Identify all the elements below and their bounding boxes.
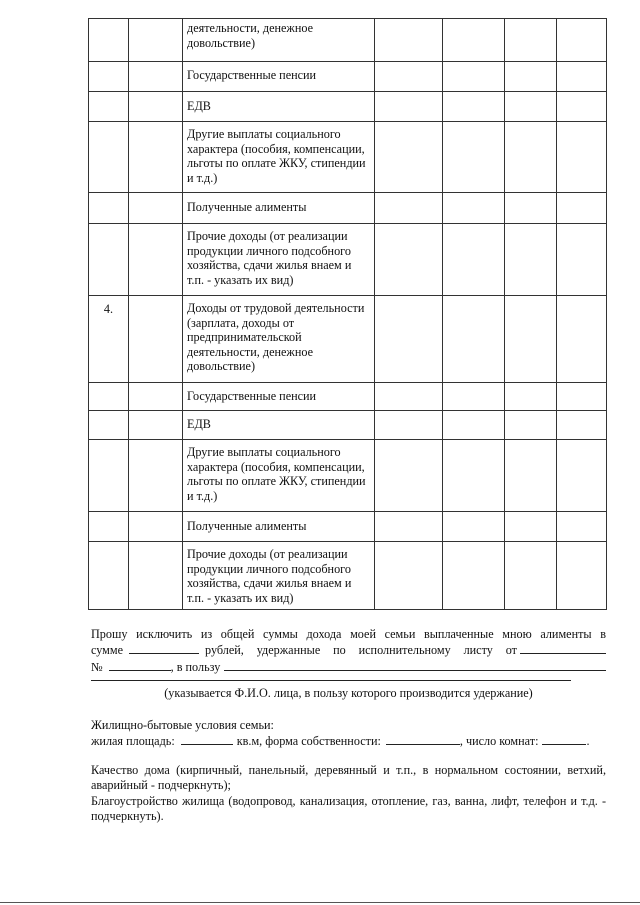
income-type-cell: ЕДВ bbox=[183, 411, 375, 440]
table-row bbox=[89, 512, 607, 542]
amount-cell[interactable] bbox=[375, 19, 443, 62]
alimony-line-2 bbox=[91, 642, 606, 658]
amount-cell[interactable] bbox=[375, 122, 443, 193]
amount-cell[interactable] bbox=[443, 92, 505, 122]
income-type-cell: Доходы от трудовой деятельности (зарплата, доходы от предпринимательской деятельности, денежное довольствие) bbox=[183, 296, 375, 383]
member-cell[interactable] bbox=[129, 19, 183, 62]
member-cell[interactable] bbox=[129, 383, 183, 411]
amount-cell[interactable] bbox=[557, 19, 607, 62]
amount-cell[interactable] bbox=[443, 542, 505, 610]
row-number-cell bbox=[89, 193, 129, 224]
ownership-label: кв.м, форма собственности: bbox=[236, 734, 381, 749]
income-type-cell: Полученные алименты bbox=[183, 193, 375, 224]
table-row bbox=[89, 92, 607, 122]
table-row bbox=[89, 383, 607, 411]
amount-cell[interactable] bbox=[443, 383, 505, 411]
member-cell[interactable] bbox=[129, 296, 183, 383]
amount-cell[interactable] bbox=[443, 224, 505, 296]
amount-cell[interactable] bbox=[443, 122, 505, 193]
number-label: № bbox=[91, 659, 103, 674]
amount-cell[interactable] bbox=[505, 411, 557, 440]
row-number-cell bbox=[89, 92, 129, 122]
table-row bbox=[89, 411, 607, 440]
amount-cell[interactable] bbox=[505, 224, 557, 296]
table-row bbox=[89, 542, 607, 610]
in-favor-label: , в пользу bbox=[170, 659, 221, 674]
sum-writ-label: рублей, удержанные по исполнительному листу от bbox=[205, 643, 517, 658]
rooms-label: , число комнат: bbox=[459, 734, 539, 749]
member-cell[interactable] bbox=[129, 512, 183, 542]
amount-cell[interactable] bbox=[557, 122, 607, 193]
amount-cell[interactable] bbox=[443, 62, 505, 92]
amount-cell[interactable] bbox=[443, 296, 505, 383]
amount-cell[interactable] bbox=[505, 19, 557, 62]
recipient-field[interactable] bbox=[224, 659, 606, 671]
amount-cell[interactable] bbox=[375, 224, 443, 296]
amount-cell[interactable] bbox=[375, 92, 443, 122]
amount-cell[interactable] bbox=[505, 512, 557, 542]
amenities: Благоустройство жилища (водопровод, канализация, отопление, газ, ванна, лифт, телефон и т.д. - подчеркнуть). bbox=[91, 794, 606, 824]
amount-cell[interactable] bbox=[557, 193, 607, 224]
amount-cell[interactable] bbox=[443, 19, 505, 62]
member-cell[interactable] bbox=[129, 92, 183, 122]
living-heading: Жилищно-бытовые условия семьи: bbox=[91, 718, 274, 732]
page-bottom-rule bbox=[0, 902, 640, 903]
member-cell[interactable] bbox=[129, 62, 183, 92]
amount-cell[interactable] bbox=[505, 92, 557, 122]
alimony-line-1: Прошу исключить из общей суммы дохода моей семьи выплаченные мною алименты в bbox=[91, 627, 606, 641]
recipient-caption: (указывается Ф.И.О. лица, в пользу которого производится удержание) bbox=[164, 686, 533, 700]
sum-field[interactable] bbox=[129, 642, 199, 654]
row-number-cell bbox=[89, 62, 129, 92]
income-type-cell: Полученные алименты bbox=[183, 512, 375, 542]
amount-cell[interactable] bbox=[443, 193, 505, 224]
amount-cell[interactable] bbox=[375, 440, 443, 512]
row-number-cell bbox=[89, 19, 129, 62]
member-cell[interactable] bbox=[129, 122, 183, 193]
income-type-cell: Другие выплаты социального характера (пособия, компенсации, льготы по оплате ЖКУ, стипендии и т.д.) bbox=[183, 122, 375, 193]
income-type-cell: Государственные пенсии bbox=[183, 383, 375, 411]
table-row bbox=[89, 440, 607, 512]
member-cell[interactable] bbox=[129, 193, 183, 224]
living-conditions bbox=[91, 718, 606, 750]
income-type-cell: деятельности, денежное довольствие) bbox=[183, 19, 375, 62]
living-line bbox=[91, 733, 606, 749]
income-type-cell: Другие выплаты социального характера (пособия, компенсации, льготы по оплате ЖКУ, стипендии и т.д.) bbox=[183, 440, 375, 512]
table-row bbox=[89, 122, 607, 193]
income-type-cell: ЕДВ bbox=[183, 92, 375, 122]
row-number-cell bbox=[89, 411, 129, 440]
amount-cell[interactable] bbox=[557, 296, 607, 383]
row-number-cell bbox=[89, 122, 129, 193]
row-number-cell bbox=[89, 512, 129, 542]
area-label: жилая площадь: bbox=[91, 734, 175, 749]
alimony-paragraph bbox=[91, 627, 606, 675]
amount-cell[interactable] bbox=[375, 411, 443, 440]
amount-cell[interactable] bbox=[557, 383, 607, 411]
amount-cell[interactable] bbox=[557, 224, 607, 296]
income-table bbox=[88, 18, 607, 610]
amount-cell[interactable] bbox=[443, 512, 505, 542]
amount-cell[interactable] bbox=[375, 383, 443, 411]
writ-date-field[interactable] bbox=[520, 642, 606, 654]
table-row bbox=[89, 224, 607, 296]
amount-cell[interactable] bbox=[557, 411, 607, 440]
income-type-cell: Прочие доходы (от реализации продукции личного подсобного хозяйства, сдачи жилья внаем и т.п. - указать их вид) bbox=[183, 542, 375, 610]
member-cell[interactable] bbox=[129, 411, 183, 440]
amount-cell[interactable] bbox=[443, 440, 505, 512]
rooms-end: . bbox=[586, 734, 590, 749]
amount-cell[interactable] bbox=[375, 193, 443, 224]
alimony-line-3 bbox=[91, 659, 606, 675]
amount-cell[interactable] bbox=[375, 542, 443, 610]
rooms-field[interactable] bbox=[542, 733, 586, 745]
income-table-body bbox=[89, 19, 607, 610]
amount-cell[interactable] bbox=[375, 512, 443, 542]
row-number-cell: 4. bbox=[89, 296, 129, 383]
amount-cell[interactable] bbox=[505, 440, 557, 512]
amount-cell[interactable] bbox=[505, 193, 557, 224]
row-number-cell bbox=[89, 542, 129, 610]
amount-cell[interactable] bbox=[557, 512, 607, 542]
member-cell[interactable] bbox=[129, 440, 183, 512]
amount-cell[interactable] bbox=[443, 411, 505, 440]
ownership-field[interactable] bbox=[386, 733, 460, 745]
amount-cell[interactable] bbox=[375, 62, 443, 92]
member-cell[interactable] bbox=[129, 224, 183, 296]
row-number-cell bbox=[89, 224, 129, 296]
amount-cell[interactable] bbox=[557, 62, 607, 92]
income-type-cell: Прочие доходы (от реализации продукции личного подсобного хозяйства, сдачи жилья внаем и т.п. - указать их вид) bbox=[183, 224, 375, 296]
writ-number-field[interactable] bbox=[109, 659, 171, 671]
table-row bbox=[89, 193, 607, 224]
income-type-cell: Государственные пенсии bbox=[183, 62, 375, 92]
row-number-cell bbox=[89, 440, 129, 512]
amount-cell[interactable] bbox=[557, 92, 607, 122]
row-number-cell bbox=[89, 383, 129, 411]
amount-cell[interactable] bbox=[505, 122, 557, 193]
member-cell[interactable] bbox=[129, 542, 183, 610]
amount-cell[interactable] bbox=[557, 440, 607, 512]
amount-cell[interactable] bbox=[505, 383, 557, 411]
area-field[interactable] bbox=[181, 733, 233, 745]
amount-cell[interactable] bbox=[505, 542, 557, 610]
table-row bbox=[89, 296, 607, 383]
amount-cell[interactable] bbox=[505, 296, 557, 383]
table-row bbox=[89, 19, 607, 62]
amount-cell[interactable] bbox=[375, 296, 443, 383]
table-row bbox=[89, 62, 607, 92]
recipient-name-field[interactable] bbox=[91, 680, 571, 681]
amount-cell[interactable] bbox=[557, 542, 607, 610]
house-quality: Качество дома (кирпичный, панельный, деревянный и т.п., в нормальном состоянии, ветхий, аварийный - подчеркнуть); bbox=[91, 763, 606, 793]
amount-cell[interactable] bbox=[505, 62, 557, 92]
sum-label: сумме bbox=[91, 643, 124, 658]
